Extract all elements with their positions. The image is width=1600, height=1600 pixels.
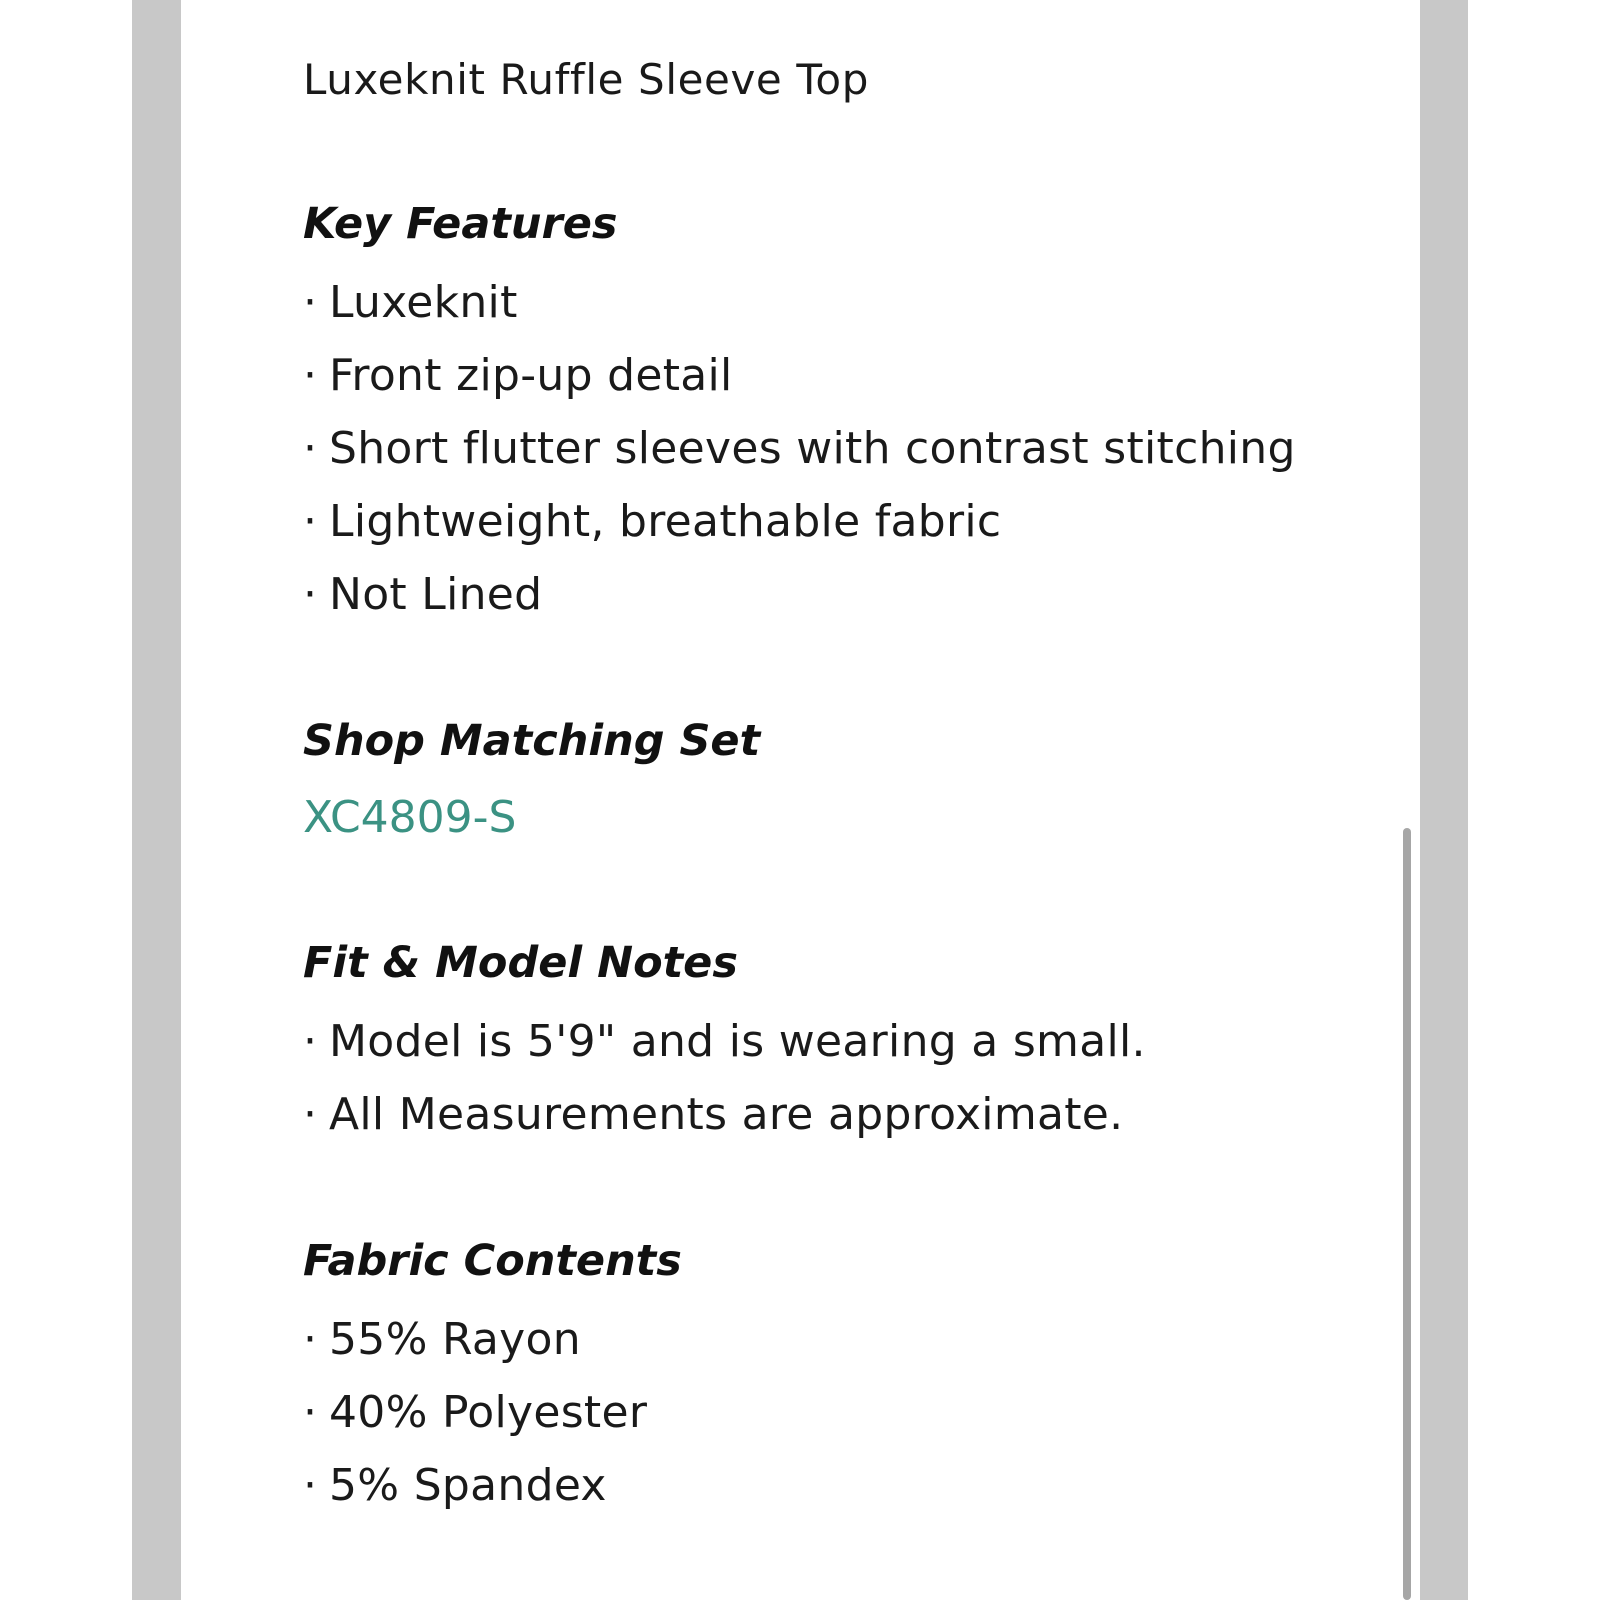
bullet: · — [303, 1387, 318, 1438]
bullet: · — [303, 277, 318, 328]
bullet: · — [303, 1314, 318, 1365]
matching-set-heading: Shop Matching Set — [303, 716, 761, 766]
bullet: · — [303, 1089, 318, 1140]
list-item: · Front zip-up detail — [303, 339, 1303, 412]
list-item: · All Measurements are approximate. — [303, 1078, 1303, 1151]
fabric-heading: Fabric Contents — [303, 1236, 682, 1286]
list-item: · Short flutter sleeves with contrast stitching — [303, 412, 1303, 485]
product-title: Luxeknit Ruffle Sleeve Top — [303, 55, 869, 104]
fit-notes-heading: Fit & Model Notes — [303, 938, 738, 988]
bullet: · — [303, 423, 318, 474]
key-features-heading: Key Features — [303, 199, 618, 249]
list-item: · Luxeknit — [303, 266, 1303, 339]
matching-set-link[interactable]: XC4809-S — [303, 792, 517, 843]
bullet: · — [303, 1016, 318, 1067]
scrollbar-thumb[interactable] — [1403, 828, 1411, 1600]
bullet: · — [303, 496, 318, 547]
matching-set-section — [303, 709, 1303, 853]
list-item: · 5% Spandex — [303, 1449, 1303, 1522]
product-description-panel — [181, 0, 1420, 1600]
fabric-section — [303, 1229, 1303, 1522]
description-content — [303, 48, 1303, 1600]
bullet: · — [303, 569, 318, 620]
bullet: · — [303, 1460, 318, 1511]
list-item: · 40% Polyester — [303, 1376, 1303, 1449]
bullet: · — [303, 350, 318, 401]
fit-notes-section — [303, 931, 1303, 1151]
list-item: · Not Lined — [303, 558, 1303, 631]
key-features-section — [303, 192, 1303, 631]
list-item: · Lightweight, breathable fabric — [303, 485, 1303, 558]
list-item: · 55% Rayon — [303, 1303, 1303, 1376]
list-item: · Model is 5'9" and is wearing a small. — [303, 1005, 1303, 1078]
